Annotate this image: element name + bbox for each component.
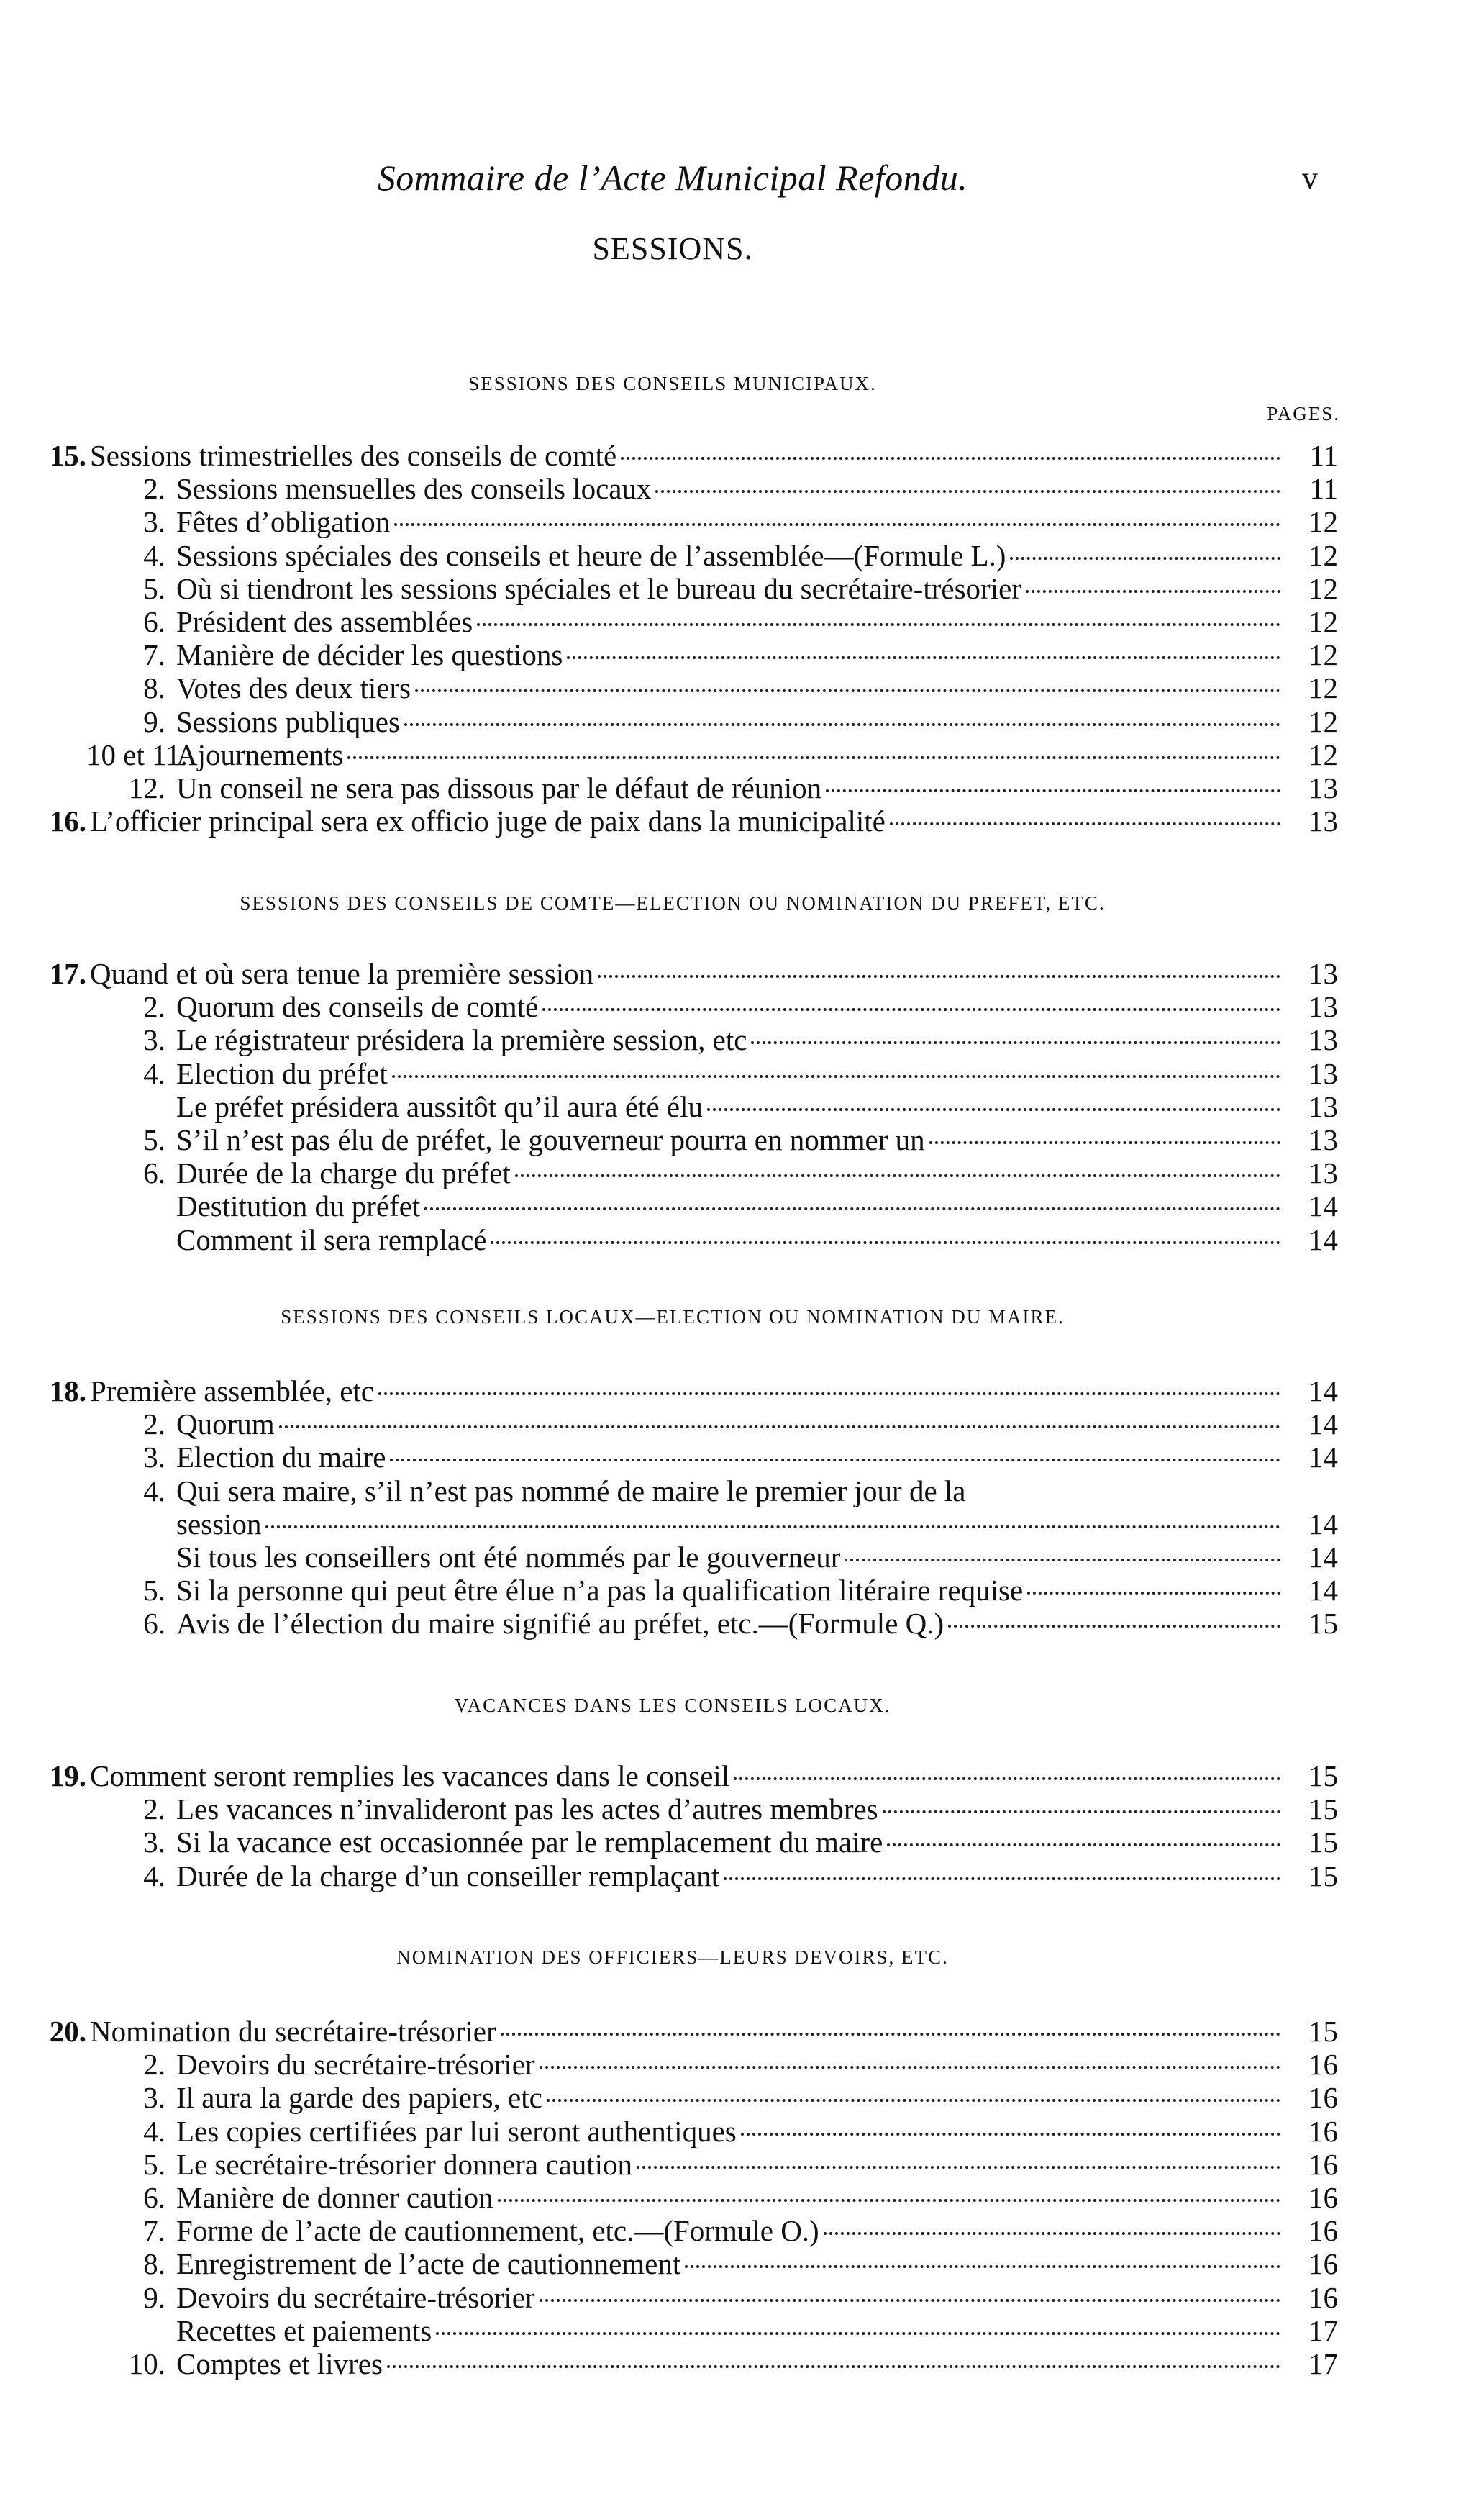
entry-text: Destitution du préfet — [176, 1189, 421, 1223]
page-number: v — [1302, 160, 1318, 196]
entry-label — [176, 1607, 1288, 1640]
dot-leader — [826, 789, 1280, 792]
entry-number: 2. — [143, 1407, 165, 1441]
chapter-title: SESSIONS. — [592, 231, 753, 266]
entry-text: Enregistrement de l’acte de cautionnement — [176, 2247, 681, 2281]
dot-leader — [265, 1525, 1280, 1528]
entry-number: 2. — [143, 472, 165, 506]
dot-leader — [883, 1810, 1280, 1813]
entry-text: Devoirs du secrétaire-trésorier — [176, 2048, 535, 2082]
entry-text: Recettes et paiements — [176, 2313, 432, 2347]
toc-entry — [0, 1407, 1484, 1441]
entry-label — [176, 1441, 1288, 1474]
entry-page-number: 15 — [1308, 1859, 1338, 1892]
dot-leader — [540, 2298, 1280, 2302]
entry-text: L’officier principal sera ex officio juge de paix dans la municipalité — [90, 804, 886, 838]
entry-text: Devoirs du secrétaire-trésorier — [176, 2280, 535, 2314]
entry-number: 3. — [143, 505, 165, 539]
entry-text: Il aura la garde des papiers, etc — [176, 2081, 542, 2115]
dot-leader — [655, 489, 1280, 493]
entry-page-number: 12 — [1308, 671, 1338, 705]
entry-number: 4. — [143, 538, 165, 572]
entry-number: 3. — [143, 2081, 165, 2115]
entry-number: 4. — [143, 2114, 165, 2148]
dot-leader — [415, 689, 1280, 692]
entry-page-number: 15 — [1308, 1792, 1338, 1826]
entry-label — [90, 1374, 1288, 1407]
dot-leader — [477, 622, 1280, 626]
dot-leader — [501, 2032, 1280, 2036]
entry-text: Manière de donner caution — [176, 2181, 493, 2214]
entry-label — [176, 2281, 1288, 2314]
entry-page-number: 14 — [1308, 1574, 1338, 1607]
entry-label — [176, 1156, 1288, 1189]
entry-text: session — [176, 1507, 262, 1541]
entry-number: 18. — [49, 1374, 86, 1407]
dot-leader — [390, 1458, 1280, 1461]
entry-page-number: 14 — [1308, 1374, 1338, 1407]
toc-entry — [0, 2247, 1484, 2280]
entry-number: 12. — [128, 771, 165, 804]
entry-text: Election du maire — [176, 1441, 386, 1474]
toc-entry — [0, 2281, 1484, 2314]
entry-number: 10 et 11. — [86, 738, 188, 771]
entry-number: 6. — [143, 605, 165, 638]
entry-page-number: 16 — [1308, 2181, 1338, 2214]
toc-entry — [0, 2148, 1484, 2181]
dot-leader — [741, 2132, 1280, 2136]
toc-entry — [0, 671, 1484, 704]
entry-text: Durée de la charge d’un conseiller remplaçant — [176, 1859, 720, 1892]
entry-text: Forme de l’acte de cautionnement, etc.—(Formule O.) — [176, 2214, 819, 2248]
entry-number: 2. — [143, 1792, 165, 1826]
toc-entry — [0, 738, 1484, 771]
entry-label — [176, 1826, 1288, 1859]
dot-leader — [845, 1558, 1280, 1561]
entry-page-number: 14 — [1308, 1507, 1338, 1541]
dot-leader — [685, 2264, 1280, 2268]
toc-entry — [0, 2314, 1484, 2347]
dot-leader — [1027, 1591, 1280, 1595]
entry-text: Qui sera maire, s’il n’est pas nommé de maire le premier jour de la — [176, 1474, 966, 1507]
dot-leader — [404, 722, 1280, 726]
toc-entry — [0, 2115, 1484, 2148]
toc-entry — [0, 771, 1484, 804]
dot-leader — [542, 1007, 1280, 1011]
entry-page-number: 11 — [1309, 439, 1338, 472]
toc-entry — [0, 1374, 1484, 1407]
toc-entry — [0, 2048, 1484, 2081]
entry-number: 19. — [49, 1759, 86, 1792]
entry-label — [176, 2314, 1288, 2347]
entry-number: 17. — [49, 957, 86, 990]
dot-leader — [424, 1207, 1280, 1210]
dot-leader — [387, 2364, 1280, 2368]
entry-page-number: 16 — [1308, 2280, 1338, 2314]
entry-number: 4. — [143, 1056, 165, 1090]
entry-label — [176, 1474, 1288, 1507]
toc-entry — [0, 605, 1484, 638]
entry-page-number: 14 — [1308, 1189, 1338, 1223]
dot-leader — [1010, 556, 1280, 560]
dot-leader — [540, 2065, 1280, 2069]
entry-text: Manière de décider les questions — [176, 638, 563, 672]
entry-label — [176, 705, 1288, 738]
toc-entry — [0, 1023, 1484, 1056]
entry-number: 5. — [143, 1123, 165, 1156]
section-heading: SESSIONS DES CONSEILS DE COMTE—ELECTION OU NOMINATION DU PREFET, ETC. — [240, 892, 1106, 914]
section-heading: SESSIONS DES CONSEILS MUNICIPAUX. — [468, 373, 877, 394]
entry-text: Durée de la charge du préfet — [176, 1156, 511, 1190]
entry-label — [176, 505, 1288, 538]
entry-label — [176, 2247, 1288, 2280]
entry-page-number: 12 — [1308, 638, 1338, 672]
entry-page-number: 12 — [1308, 571, 1338, 605]
entry-number: 6. — [143, 1607, 165, 1641]
entry-label — [90, 2015, 1288, 2048]
entry-number: 6. — [143, 1156, 165, 1190]
toc-entry — [0, 505, 1484, 538]
entry-page-number: 13 — [1308, 957, 1338, 990]
entry-page-number: 17 — [1308, 2347, 1338, 2380]
entry-page-number: 16 — [1308, 2048, 1338, 2082]
toc-entry — [0, 2347, 1484, 2380]
entry-number: 2. — [143, 2048, 165, 2082]
entry-text: Le préfet présidera aussitôt qu’il aura été élu — [176, 1089, 703, 1123]
entry-label — [176, 1541, 1288, 1574]
entry-number: 8. — [143, 671, 165, 705]
dot-leader — [498, 2198, 1280, 2202]
dot-leader — [887, 1843, 1280, 1846]
entry-text: Président des assemblées — [176, 605, 473, 638]
toc-entry — [0, 1123, 1484, 1156]
toc-entry — [0, 2214, 1484, 2247]
entry-text: Votes des deux tiers — [176, 671, 411, 705]
entry-page-number: 11 — [1309, 472, 1338, 506]
entry-label — [90, 1759, 1288, 1792]
toc-entry — [0, 2181, 1484, 2214]
entry-text: Les copies certifiées par lui seront authentiques — [176, 2114, 737, 2148]
entry-page-number: 17 — [1308, 2313, 1338, 2347]
entry-text: Comment seront remplies les vacances dans le conseil — [90, 1759, 730, 1792]
toc-entry — [0, 1189, 1484, 1223]
entry-label — [176, 671, 1288, 704]
entry-page-number: 13 — [1308, 1023, 1338, 1057]
entry-number: 20. — [49, 2015, 86, 2048]
entry-text: Sessions spéciales des conseils et heure de l’assemblée—(Formule L.) — [176, 538, 1006, 572]
entry-label — [176, 1574, 1288, 1607]
toc-entry — [0, 804, 1484, 838]
entry-label — [176, 1189, 1288, 1223]
dot-leader — [567, 656, 1280, 659]
entry-page-number: 13 — [1308, 804, 1338, 838]
running-title: Sommaire de l’Acte Municipal Refondu. — [377, 158, 968, 198]
entry-number: 3. — [143, 1826, 165, 1859]
entry-label — [176, 2048, 1288, 2081]
entry-label — [176, 2148, 1288, 2181]
entry-number: 9. — [143, 2280, 165, 2314]
entry-label — [176, 1223, 1288, 1256]
entry-label — [176, 605, 1288, 638]
entry-page-number: 12 — [1308, 704, 1338, 738]
toc-entry — [0, 1574, 1484, 1607]
toc-entry — [0, 1607, 1484, 1640]
dot-leader — [948, 1624, 1280, 1628]
toc-entry — [0, 1541, 1484, 1574]
entry-label — [176, 2081, 1288, 2114]
dot-leader — [491, 1241, 1280, 1244]
entry-number: 2. — [143, 990, 165, 1024]
toc-entry — [0, 539, 1484, 572]
dot-leader — [707, 1107, 1280, 1111]
entry-text: Si la vacance est occasionnée par le remplacement du maire — [176, 1826, 883, 1859]
entry-text: Comptes et livres — [176, 2347, 383, 2380]
entry-text: Quorum — [176, 1407, 275, 1441]
entry-label — [176, 2347, 1288, 2380]
dot-leader — [598, 974, 1280, 978]
section-heading: NOMINATION DES OFFICIERS—LEURS DEVOIRS, ETC. — [396, 1946, 949, 1968]
entry-page-number: 16 — [1308, 2214, 1338, 2248]
dot-leader — [637, 2165, 1280, 2169]
dot-leader — [378, 1392, 1280, 1395]
toc-entry — [0, 705, 1484, 738]
entry-number: 4. — [143, 1859, 165, 1892]
entry-label — [176, 738, 1288, 771]
toc-entry — [0, 1859, 1484, 1892]
toc-entry — [0, 1090, 1484, 1123]
dot-leader — [734, 1777, 1280, 1780]
toc-entry — [0, 1057, 1484, 1090]
entry-number: 4. — [143, 1474, 165, 1507]
entry-text: Sessions publiques — [176, 704, 400, 738]
entry-page-number: 13 — [1308, 1156, 1338, 1190]
toc-entry — [0, 1223, 1484, 1256]
toc-entry — [0, 638, 1484, 671]
section-heading: VACANCES DANS LES CONSEILS LOCAUX. — [454, 1695, 891, 1716]
toc-entry — [0, 1474, 1484, 1507]
dot-leader — [1026, 589, 1280, 593]
entry-page-number: 12 — [1308, 538, 1338, 572]
entry-label — [90, 957, 1288, 990]
entry-label — [176, 472, 1288, 505]
entry-text: Quand et où sera tenue la première session — [90, 957, 594, 990]
entry-number: 3. — [143, 1441, 165, 1474]
entry-page-number: 14 — [1308, 1541, 1338, 1574]
entry-text: Le secrétaire-trésorier donnera caution — [176, 2147, 632, 2181]
entry-label — [90, 439, 1288, 472]
entry-number: 15. — [49, 439, 86, 472]
entry-text: Où si tiendront les sessions spéciales et le bureau du secrétaire-trésorier — [176, 571, 1021, 605]
entry-page-number: 13 — [1308, 1089, 1338, 1123]
dot-leader — [279, 1425, 1280, 1428]
toc-entry — [0, 957, 1484, 990]
toc-entry — [0, 2081, 1484, 2114]
entry-page-number: 13 — [1308, 771, 1338, 804]
toc-entry — [0, 2015, 1484, 2048]
toc-entry — [0, 1826, 1484, 1859]
entry-number: 5. — [143, 2147, 165, 2181]
entry-text: Nomination du secrétaire-trésorier — [90, 2015, 496, 2048]
entry-page-number: 15 — [1308, 1826, 1338, 1859]
entry-label — [176, 1090, 1288, 1123]
entry-text: Sessions mensuelles des conseils locaux — [176, 472, 652, 506]
entry-text: Election du préfet — [176, 1056, 388, 1090]
toc-entry — [0, 572, 1484, 605]
entry-label — [176, 1407, 1288, 1441]
entry-label — [176, 990, 1288, 1023]
toc-entry — [0, 1507, 1484, 1541]
entry-label — [176, 539, 1288, 572]
entry-text: Première assemblée, etc — [90, 1374, 375, 1407]
entry-label — [176, 1023, 1288, 1056]
entry-number: 3. — [143, 1023, 165, 1057]
dot-leader — [392, 1074, 1280, 1078]
entry-page-number: 16 — [1308, 2147, 1338, 2181]
entry-label — [176, 1792, 1288, 1826]
entry-text: S’il n’est pas élu de préfet, le gouverneur pourra en nommer un — [176, 1123, 925, 1156]
toc-entry — [0, 990, 1484, 1023]
entry-number: 10. — [128, 2347, 165, 2380]
entry-page-number: 15 — [1308, 1607, 1338, 1641]
entry-label — [176, 1859, 1288, 1892]
entry-text: Avis de l’élection du maire signifié au préfet, etc.—(Formule Q.) — [176, 1607, 944, 1641]
entry-page-number: 16 — [1308, 2114, 1338, 2148]
entry-text: Si tous les conseillers ont été nommés par le gouverneur — [176, 1541, 841, 1574]
entry-text: Les vacances n’invalideront pas les actes d’autres membres — [176, 1792, 878, 1826]
entry-number: 5. — [143, 1574, 165, 1607]
entry-page-number: 15 — [1308, 2015, 1338, 2048]
toc-entry — [0, 1441, 1484, 1474]
entry-number: 7. — [143, 2214, 165, 2248]
toc-entry — [0, 439, 1484, 472]
entry-label — [176, 638, 1288, 671]
entry-text: Ajournements — [176, 738, 344, 771]
entry-label — [176, 771, 1288, 804]
entry-text: Quorum des conseils de comté — [176, 990, 539, 1024]
pages-column-label: PAGES. — [1267, 403, 1340, 425]
entry-label — [176, 2214, 1288, 2247]
running-head — [0, 157, 1484, 200]
dot-leader — [347, 756, 1280, 759]
entry-page-number: 13 — [1308, 1056, 1338, 1090]
dot-leader — [621, 456, 1280, 460]
dot-leader — [890, 822, 1280, 825]
dot-leader — [436, 2331, 1280, 2335]
entry-page-number: 12 — [1308, 605, 1338, 638]
section-heading: SESSIONS DES CONSEILS LOCAUX—ELECTION OU NOMINATION DU MAIRE. — [281, 1306, 1065, 1328]
entry-text: Un conseil ne sera pas dissous par le défaut de réunion — [176, 771, 822, 804]
toc-entry — [0, 1792, 1484, 1826]
dot-leader — [824, 2231, 1280, 2235]
entry-page-number: 14 — [1308, 1223, 1338, 1256]
entry-text: Comment il sera remplacé — [176, 1223, 487, 1256]
entry-number: 5. — [143, 571, 165, 605]
dot-leader — [394, 522, 1280, 526]
dot-leader — [751, 1040, 1280, 1044]
dot-leader — [929, 1140, 1280, 1144]
dot-leader — [515, 1174, 1280, 1177]
toc-entry — [0, 472, 1484, 505]
entry-page-number: 14 — [1308, 1407, 1338, 1441]
toc-entry — [0, 1156, 1484, 1189]
entry-text: Si la personne qui peut être élue n’a pas la qualification litéraire requise — [176, 1574, 1024, 1607]
entry-page-number: 12 — [1308, 505, 1338, 539]
entry-page-number: 13 — [1308, 1123, 1338, 1156]
entry-text: Fêtes d’obligation — [176, 505, 391, 539]
entry-label — [176, 2181, 1288, 2214]
entry-page-number: 16 — [1308, 2247, 1338, 2281]
entry-page-number: 14 — [1308, 1441, 1338, 1474]
entry-number: 9. — [143, 704, 165, 738]
dot-leader — [547, 2098, 1280, 2102]
entry-number: 16. — [49, 804, 86, 838]
entry-page-number: 13 — [1308, 990, 1338, 1024]
entry-page-number: 16 — [1308, 2081, 1338, 2115]
entry-label — [176, 572, 1288, 605]
dot-leader — [724, 1877, 1280, 1880]
entry-text: Sessions trimestrielles des conseils de comté — [90, 439, 617, 472]
entry-text: Le régistrateur présidera la première session, etc — [176, 1023, 747, 1057]
entry-label — [176, 2115, 1288, 2148]
entry-label — [90, 804, 1288, 838]
entry-number: 6. — [143, 2181, 165, 2214]
entry-number: 8. — [143, 2247, 165, 2281]
entry-label — [176, 1507, 1288, 1541]
entry-label — [176, 1057, 1288, 1090]
entry-number: 7. — [143, 638, 165, 672]
entry-label — [176, 1123, 1288, 1156]
entry-page-number: 12 — [1308, 738, 1338, 771]
toc-entry — [0, 1759, 1484, 1792]
entry-page-number: 15 — [1308, 1759, 1338, 1792]
